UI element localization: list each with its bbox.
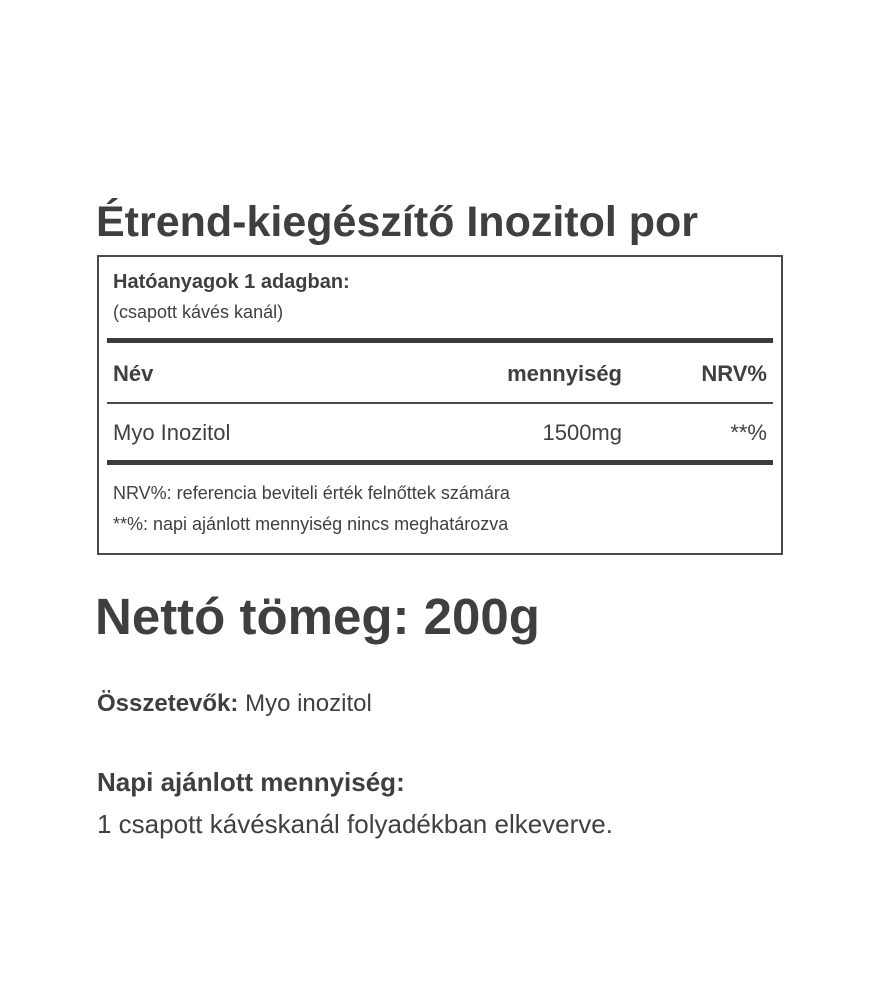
table-top-rule	[107, 338, 773, 343]
header-divider	[107, 402, 773, 404]
column-header-name: Név	[113, 361, 154, 386]
ingredients-line	[97, 690, 372, 718]
table-bottom-rule	[107, 460, 773, 465]
column-header-nrv: NRV%	[701, 361, 767, 386]
footnote-undefined: **%: napi ajánlott mennyiség nincs meghatározva	[113, 514, 509, 534]
dosage-text: 1 csapott kávéskanál folyadékban elkeverve.	[97, 809, 613, 839]
panel-heading: Hatóanyagok 1 adagban:	[113, 271, 350, 293]
row-amount: 1500mg	[542, 420, 622, 445]
product-title: Étrend-kiegészítő Inozitol por	[96, 198, 699, 246]
row-nrv: **%	[730, 420, 767, 445]
ingredients-value: Myo inozitol	[238, 690, 372, 717]
row-name: Myo Inozitol	[113, 420, 231, 445]
nutrition-panel	[97, 255, 783, 555]
net-weight: Nettó tömeg: 200g	[95, 588, 540, 645]
column-header-amount: mennyiség	[507, 361, 622, 386]
dosage-label: Napi ajánlott mennyiség:	[97, 767, 405, 797]
panel-subheading: (csapott kávés kanál)	[113, 302, 284, 322]
ingredients-label: Összetevők:	[97, 690, 239, 717]
footnote-nrv: NRV%: referencia beviteli érték felnőttek számára	[113, 483, 510, 503]
